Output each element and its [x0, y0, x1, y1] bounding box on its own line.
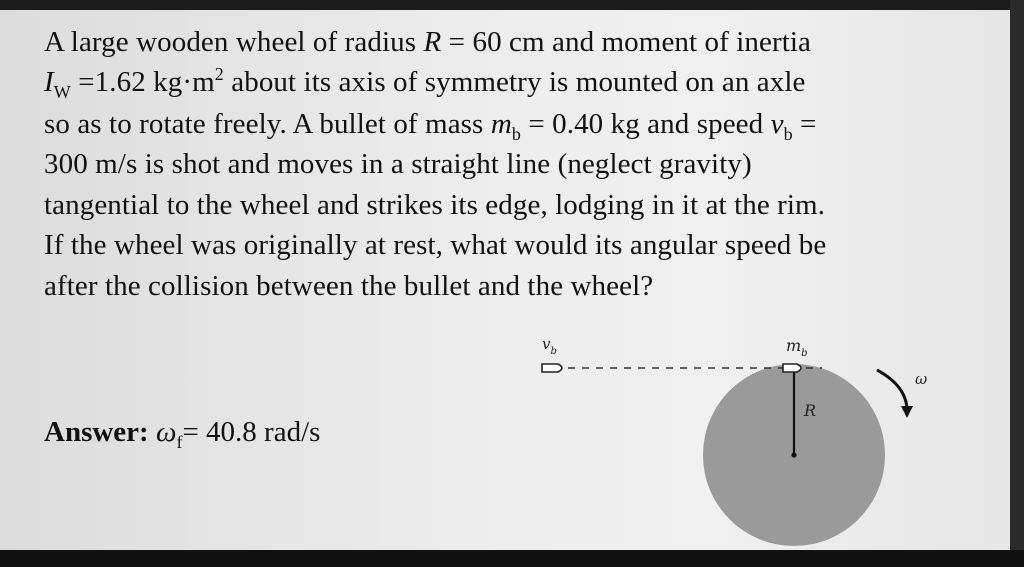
omega-subscript: f — [176, 432, 183, 452]
text-line3-c: = — [800, 108, 817, 140]
radius-symbol: R — [423, 26, 442, 58]
r-label: R — [804, 401, 817, 420]
wheel-center — [791, 452, 796, 457]
problem-line-6: If the wheel was originally at rest, what would its angular speed be — [44, 229, 827, 261]
squared-superscript: 2 — [214, 64, 224, 84]
text-line3-b: = 0.40 kg and speed — [528, 108, 764, 140]
speed-subscript: b — [783, 124, 793, 144]
text-line2-a: =1.62 kg·m — [78, 66, 215, 98]
mb-label: $m_b$ — [786, 336, 808, 359]
speed-symbol: v — [770, 108, 784, 140]
omega-symbol: ω — [155, 416, 177, 448]
rotation-arrowhead — [901, 406, 913, 418]
inertia-symbol: I — [44, 66, 54, 98]
vb-label: $v_b$ — [542, 335, 557, 357]
inertia-subscript: W — [53, 82, 71, 102]
rotation-arrow — [877, 370, 907, 408]
mass-subscript: b — [511, 124, 521, 144]
bullet-icon — [542, 364, 562, 372]
omega-label: ω — [915, 370, 928, 388]
problem-line-5: tangential to the wheel and strikes its edge, lodging in it at the rim. — [44, 189, 826, 221]
text-line3-a: so as to rotate freely. A bullet of mass — [44, 108, 484, 140]
text-line2-b: about its axis of symmetry is mounted on an axle — [223, 66, 806, 98]
text-line1: A large wooden wheel of radius — [44, 26, 417, 58]
answer-value: = 40.8 rad/s — [182, 416, 321, 448]
lodged-bullet-icon — [783, 364, 801, 372]
problem-line-4: 300 m/s is shot and moves in a straight line (neglect gravity) — [44, 148, 752, 180]
answer-label: Answer: — [44, 416, 149, 448]
text-line1-eq: = 60 cm and moment of inertia — [448, 26, 811, 58]
mass-symbol: m — [490, 108, 512, 140]
problem-line-7: after the collision between the bullet and the wheel? — [44, 270, 654, 302]
